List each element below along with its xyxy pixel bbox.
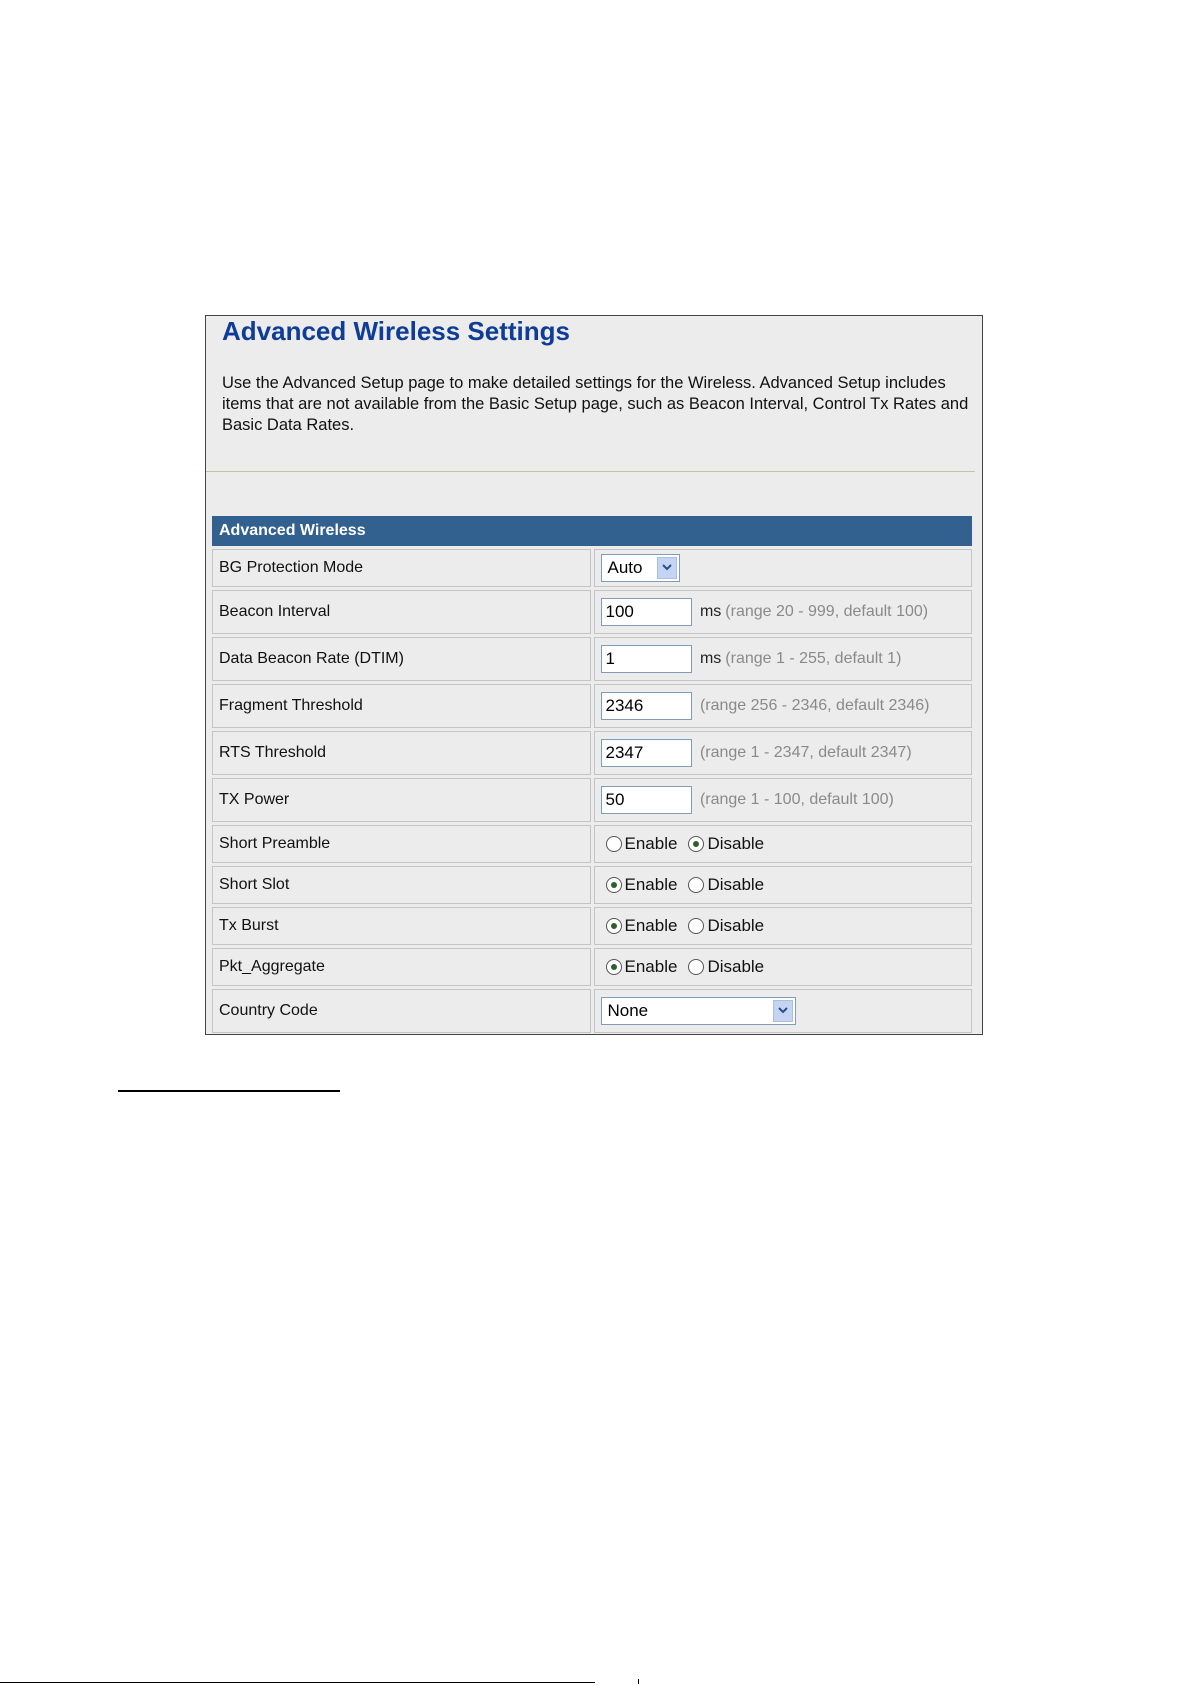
bg-protection-select[interactable] (601, 554, 680, 582)
fragment-threshold-hint: (range 256 - 2346, default 2346) (699, 697, 930, 714)
dtim-label: Data Beacon Rate (DTIM) (212, 637, 591, 681)
beacon-interval-input[interactable] (601, 598, 692, 626)
table-row (212, 731, 972, 775)
short-preamble-label: Short Preamble (212, 825, 591, 863)
tx-power-hint: (range 1 - 100, default 100) (699, 791, 894, 808)
short-preamble-enable-radio[interactable] (606, 836, 622, 852)
short-preamble-disable-label: Disable (707, 834, 765, 853)
table-row (212, 825, 972, 863)
tx-burst-enable-radio[interactable] (606, 918, 622, 934)
page-description: Use the Advanced Setup page to make detailed settings for the Wireless. Advanced Setup includes items that are not available from the Basic Setup page, such as Beacon Interval, Control Tx Rates and Basic Data Rates. (222, 374, 969, 434)
dtim-cell (594, 637, 973, 681)
tx-burst-label: Tx Burst (212, 907, 591, 945)
fragment-threshold-input[interactable] (601, 692, 692, 720)
table-row (212, 778, 972, 822)
pkt-aggregate-disable-radio[interactable] (688, 959, 704, 975)
table-row (212, 948, 972, 986)
advanced-wireless-panel (205, 315, 983, 1035)
short-slot-disable-label: Disable (707, 875, 765, 894)
chevron-down-icon[interactable] (657, 557, 677, 579)
rts-threshold-hint: (range 1 - 2347, default 2347) (699, 744, 912, 761)
settings-table (209, 513, 975, 1036)
rts-threshold-cell (594, 731, 973, 775)
rts-threshold-input[interactable] (601, 739, 692, 767)
country-code-cell (594, 989, 973, 1033)
beacon-interval-label: Beacon Interval (212, 590, 591, 634)
dtim-input[interactable] (601, 645, 692, 673)
rts-threshold-label: RTS Threshold (212, 731, 591, 775)
section-header: Advanced Wireless (212, 516, 972, 546)
table-row (212, 549, 972, 587)
section-underline (118, 1090, 340, 1092)
table-row (212, 866, 972, 904)
short-preamble-disable-radio[interactable] (688, 836, 704, 852)
short-slot-disable-radio[interactable] (688, 877, 704, 893)
tx-burst-disable-label: Disable (707, 916, 765, 935)
short-slot-cell (594, 866, 973, 904)
beacon-interval-cell (594, 590, 973, 634)
dtim-unit: ms (699, 650, 722, 667)
short-slot-enable-label: Enable (624, 875, 678, 894)
page-title: Advanced Wireless Settings (222, 316, 570, 346)
bg-protection-label: BG Protection Mode (212, 549, 591, 587)
dtim-hint: (range 1 - 255, default 1) (725, 650, 902, 667)
tx-burst-cell (594, 907, 973, 945)
page-footer-tick (638, 1679, 639, 1684)
table-row (212, 590, 972, 634)
tx-power-cell (594, 778, 973, 822)
short-slot-label: Short Slot (212, 866, 591, 904)
divider (206, 471, 975, 472)
short-slot-enable-radio[interactable] (606, 877, 622, 893)
tx-burst-disable-radio[interactable] (688, 918, 704, 934)
tx-power-label: TX Power (212, 778, 591, 822)
table-row (212, 637, 972, 681)
bg-protection-cell (594, 549, 973, 587)
pkt-aggregate-disable-label: Disable (707, 957, 765, 976)
bg-protection-value: Auto (607, 558, 643, 577)
table-row (212, 989, 972, 1033)
short-preamble-cell (594, 825, 973, 863)
fragment-threshold-cell (594, 684, 973, 728)
pkt-aggregate-label: Pkt_Aggregate (212, 948, 591, 986)
page-footer-rule (0, 1682, 595, 1683)
short-preamble-enable-label: Enable (624, 834, 678, 853)
tx-burst-enable-label: Enable (624, 916, 678, 935)
chevron-down-icon[interactable] (773, 1000, 793, 1022)
pkt-aggregate-enable-label: Enable (624, 957, 678, 976)
country-code-value: None (607, 1001, 649, 1020)
table-row (212, 907, 972, 945)
beacon-interval-unit: ms (699, 603, 722, 620)
fragment-threshold-label: Fragment Threshold (212, 684, 591, 728)
pkt-aggregate-cell (594, 948, 973, 986)
beacon-interval-hint: (range 20 - 999, default 100) (725, 603, 929, 620)
country-code-label: Country Code (212, 989, 591, 1033)
table-row (212, 684, 972, 728)
country-code-select[interactable] (601, 997, 796, 1025)
section-header-row (212, 516, 972, 546)
pkt-aggregate-enable-radio[interactable] (606, 959, 622, 975)
tx-power-input[interactable] (601, 786, 692, 814)
